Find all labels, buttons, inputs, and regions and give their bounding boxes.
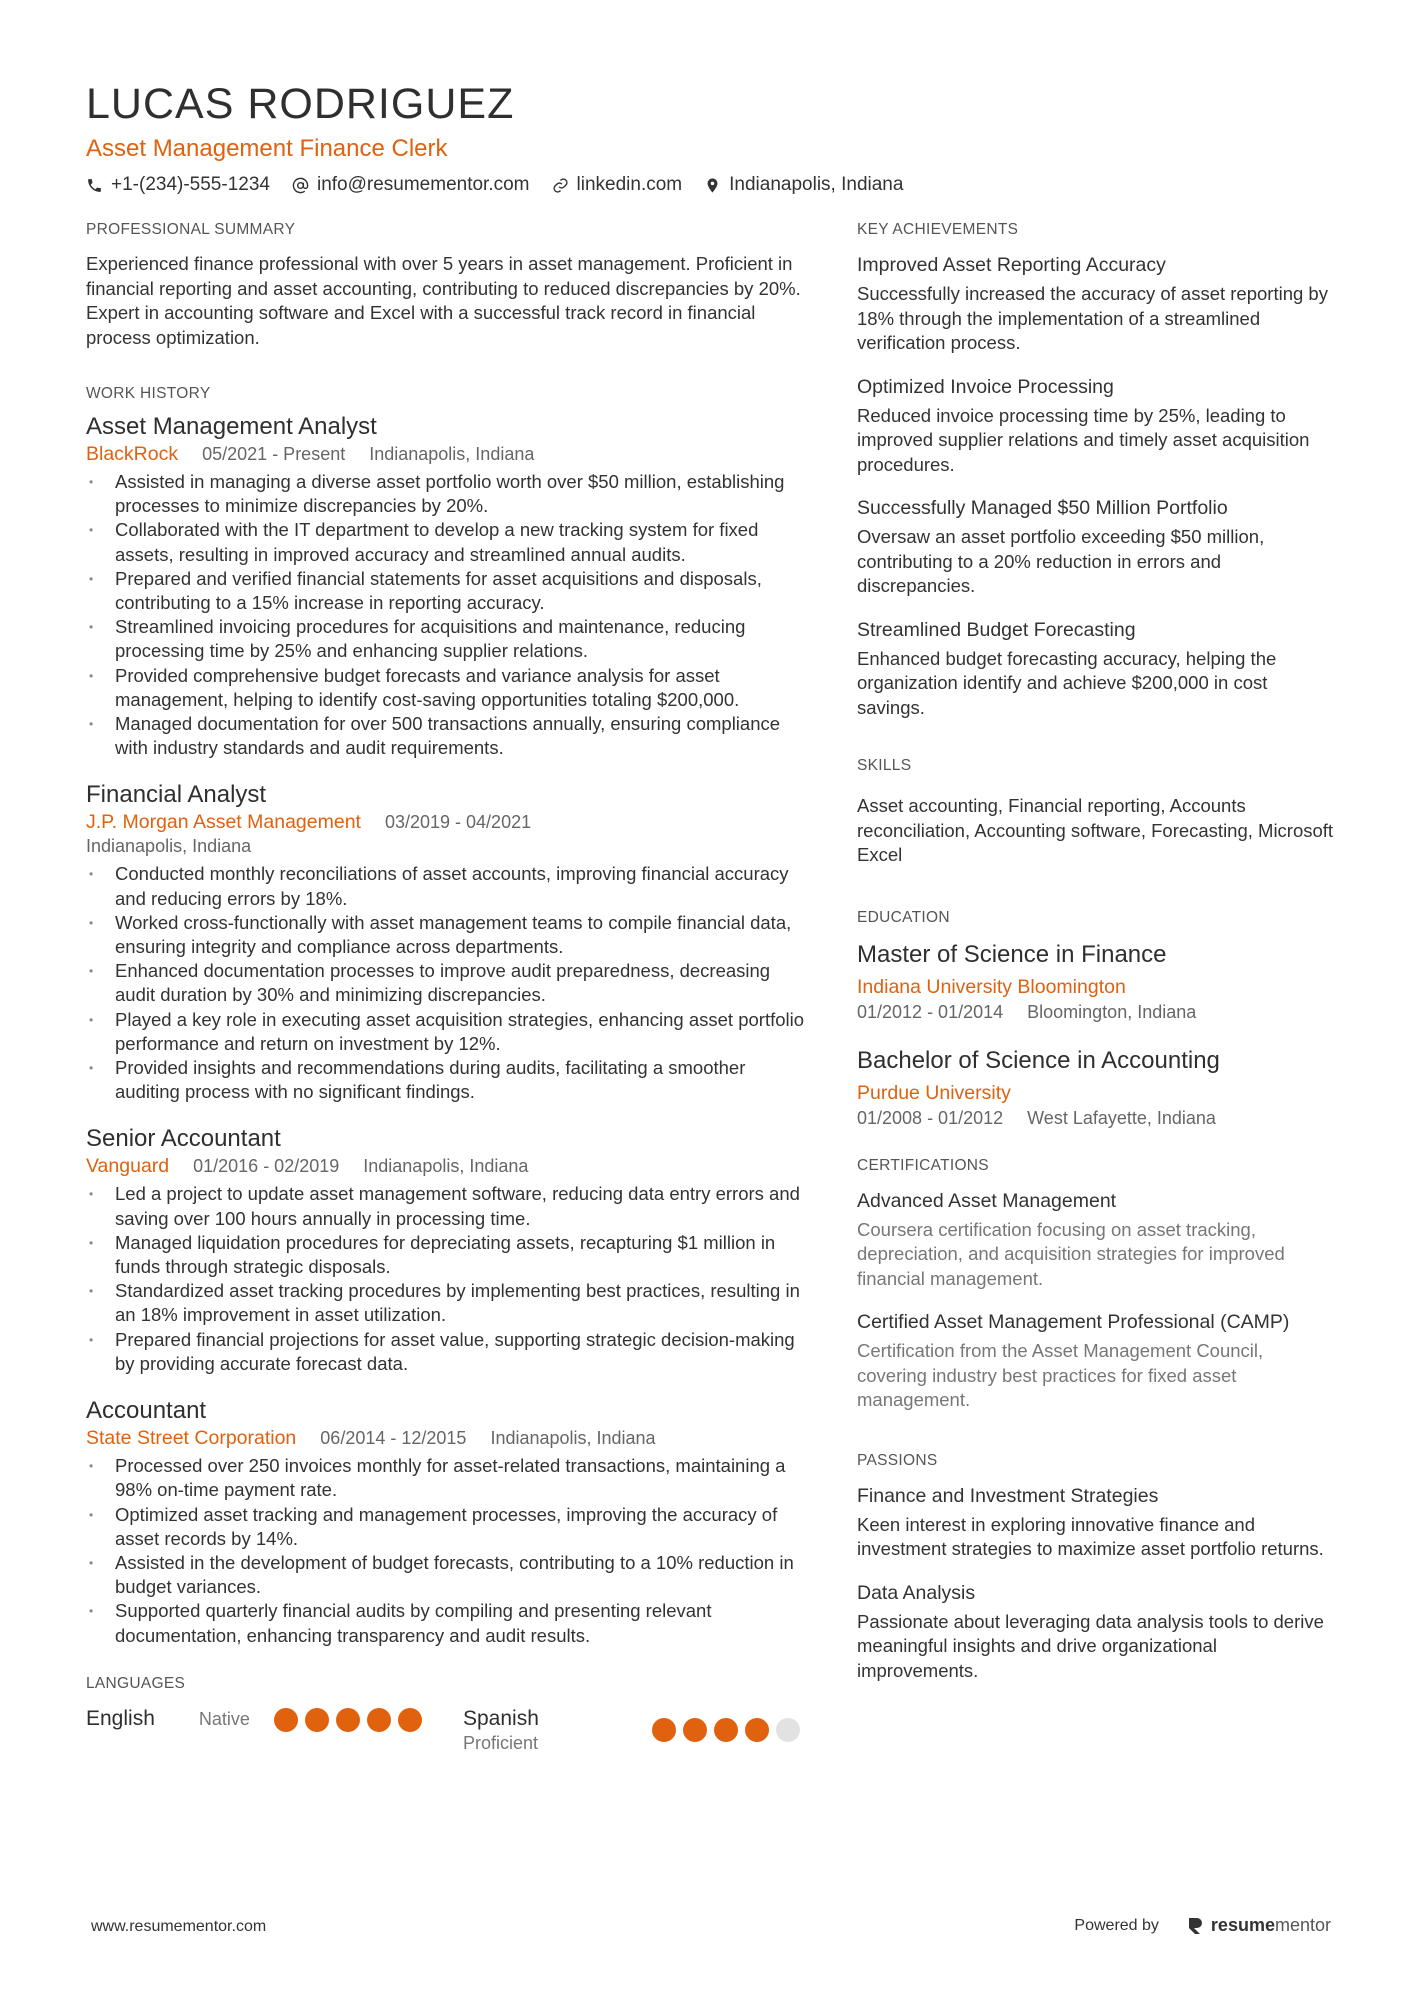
work-history-section xyxy=(86,384,806,1648)
achievement-title: Improved Asset Reporting Accuracy xyxy=(857,254,1166,276)
resume-header xyxy=(86,78,1326,198)
passion-title: Data Analysis xyxy=(857,1581,976,1604)
achievements-heading: KEY ACHIEVEMENTS xyxy=(857,221,1019,238)
passions-heading: PASSIONS xyxy=(857,1451,938,1469)
language-rating-english xyxy=(274,1708,429,1732)
job-bullet: • Assisted in the development of budget forecasts, contributing to a 10% reduction in budget variances. xyxy=(86,1551,806,1599)
skills-heading: SKILLS xyxy=(857,757,912,774)
job-bullet: • Led a project to update asset management software, reducing data entry errors and saving over 100 hours annually in processing time. xyxy=(86,1182,806,1230)
language-level: Native xyxy=(198,1708,250,1729)
contact-phone[interactable] xyxy=(86,172,270,198)
certification-desc: Certification from the Asset Management Council, covering industry best practices for fixed asset management. xyxy=(857,1340,1264,1410)
education-section xyxy=(857,908,1337,1130)
certifications-heading: CERTIFICATIONS xyxy=(857,1156,989,1174)
certification-title: Certified Asset Management Professional (CAMP) xyxy=(857,1311,1290,1333)
job-meta xyxy=(86,810,806,834)
education-heading: EDUCATION xyxy=(857,908,950,926)
resumementor-logo-icon xyxy=(1187,1916,1205,1936)
job-meta xyxy=(86,1154,806,1178)
brand-logo[interactable] xyxy=(1187,1915,1331,1936)
rating-dot-filled xyxy=(274,1708,298,1732)
job-meta xyxy=(86,1426,806,1450)
job-bullet: • Prepared financial projections for asset value, supporting strategic decision-making by providing accurate forecast data. xyxy=(86,1328,806,1376)
job-bullet: • Processed over 250 invoices monthly for asset-related transactions, maintaining a 98% on-time payment rate. xyxy=(86,1454,806,1502)
job-bullets xyxy=(86,1182,806,1376)
footer-website[interactable]: www.resumementor.com xyxy=(91,1918,267,1935)
rating-dot-filled xyxy=(367,1708,391,1732)
footer-brand xyxy=(1074,1915,1331,1936)
job-bullet: • Managed documentation for over 500 transactions annually, ensuring compliance with industry standards and audit requirements. xyxy=(86,712,806,760)
summary-text: Experienced finance professional with over 5 years in asset management. Proficient in financial reporting and asset accounting, contributing to reduced discrepancies by 20%. Expert in accounting software and Excel with a successful track record in financial process optimization. xyxy=(86,253,801,348)
education-dates: 01/2012 - 01/2014 xyxy=(857,1001,1004,1022)
job-location: Indianapolis, Indiana xyxy=(86,836,252,857)
language-name: English xyxy=(86,1706,155,1730)
rating-dot-filled xyxy=(305,1708,329,1732)
achievements-section xyxy=(857,220,1337,720)
location-pin-icon xyxy=(704,177,721,194)
job-bullet: • Provided comprehensive budget forecasts and variance analysis for asset management, helping to identify cost-saving opportunities totaling $200,000. xyxy=(86,664,806,712)
contact-bar xyxy=(86,172,1326,198)
contact-location xyxy=(704,172,903,198)
job-dates: 05/2021 - Present xyxy=(202,444,346,464)
job-bullet: • Managed liquidation procedures for depreciating assets, recapturing $1 million in funds through strategic disposals. xyxy=(86,1231,806,1279)
achievement-title: Streamlined Budget Forecasting xyxy=(857,618,1136,641)
job-title: Accountant xyxy=(86,1397,207,1425)
education-item xyxy=(857,940,1337,1024)
job-entry xyxy=(86,412,806,760)
education-meta xyxy=(857,1106,1337,1130)
passion-desc: Keen interest in exploring innovative finance and investment strategies to maximize asset portfolio returns. xyxy=(857,1513,1324,1559)
certification-item xyxy=(857,1309,1337,1413)
rating-dot-empty xyxy=(776,1718,800,1742)
language-level: Proficient xyxy=(463,1732,539,1753)
work-history-heading: WORK HISTORY xyxy=(86,385,211,402)
phone-text: +1-(234)-555-1234 xyxy=(111,174,270,195)
education-location: West Lafayette, Indiana xyxy=(1027,1107,1216,1128)
summary-section xyxy=(86,220,806,350)
contact-linkedin[interactable] xyxy=(552,172,683,198)
job-bullets xyxy=(86,862,806,1104)
job-bullet: • Conducted monthly reconciliations of asset accounts, improving financial accuracy and reducing errors by 18%. xyxy=(86,862,806,910)
rating-dot-filled xyxy=(745,1718,769,1742)
language-rating-spanish xyxy=(652,1718,807,1742)
job-entry xyxy=(86,1124,806,1376)
job-company: J.P. Morgan Asset Management xyxy=(86,811,361,834)
languages-row xyxy=(86,1706,806,1766)
education-item xyxy=(857,1046,1337,1130)
email-text: info@resumementor.com xyxy=(316,174,530,195)
achievement-title: Optimized Invoice Processing xyxy=(857,375,1114,398)
education-meta xyxy=(857,1000,1337,1024)
education-school: Purdue University xyxy=(857,1081,1011,1104)
job-company: Vanguard xyxy=(86,1155,170,1178)
certifications-section xyxy=(857,1156,1337,1413)
achievement-desc: Oversaw an asset portfolio exceeding $50 million, contributing to a 20% reduction in errors and discrepancies. xyxy=(857,526,1265,596)
languages-section xyxy=(86,1674,806,1766)
education-dates: 01/2008 - 01/2012 xyxy=(857,1107,1004,1128)
job-company: BlackRock xyxy=(86,443,179,465)
job-bullet: • Provided insights and recommendations during audits, facilitating a smoother auditing process with no significant findings. xyxy=(86,1056,806,1104)
job-bullet: • Collaborated with the IT department to develop a new tracking system for fixed assets, resulting in improved accuracy and streamlined annual audits. xyxy=(86,518,806,566)
contact-email[interactable] xyxy=(292,172,530,198)
education-location: Bloomington, Indiana xyxy=(1027,1001,1197,1022)
job-location: Indianapolis, Indiana xyxy=(363,1156,529,1177)
job-location: Indianapolis, Indiana xyxy=(490,1428,656,1449)
linkedin-text: linkedin.com xyxy=(576,174,683,195)
location-text: Indianapolis, Indiana xyxy=(729,174,904,195)
job-title: Senior Accountant xyxy=(86,1125,281,1153)
achievement-desc: Successfully increased the accuracy of asset reporting by 18% through the implementation of a streamlined verification process. xyxy=(857,283,1328,353)
achievement-item xyxy=(857,495,1337,599)
job-bullet: • Enhanced documentation processes to improve audit preparedness, decreasing audit duration by 30% and minimizing discrepancies. xyxy=(86,959,806,1007)
job-bullet: • Worked cross-functionally with asset management teams to compile financial data, ensuring integrity and compliance across departments. xyxy=(86,911,806,959)
job-bullets xyxy=(86,470,806,760)
left-column xyxy=(86,220,806,1766)
job-dates: 06/2014 - 12/2015 xyxy=(320,1428,467,1449)
link-icon xyxy=(552,177,569,194)
job-bullet: • Played a key role in executing asset acquisition strategies, enhancing asset portfolio performance and return on investment by 12%. xyxy=(86,1008,806,1056)
job-entry xyxy=(86,780,806,1104)
job-meta xyxy=(86,442,806,466)
job-entry xyxy=(86,1396,806,1648)
rating-dot-filled xyxy=(652,1718,676,1742)
job-bullet: • Standardized asset tracking procedures by implementing best practices, resulting in an 18% improvement in asset utilization. xyxy=(86,1279,806,1327)
achievement-item xyxy=(857,617,1337,721)
job-bullet: • Assisted in managing a diverse asset portfolio worth over $50 million, establishing processes to minimize discrepancies by 20%. xyxy=(86,470,806,518)
brand-name-bold: resume xyxy=(1210,1915,1275,1935)
language-spanish xyxy=(463,1706,539,1754)
certification-desc: Coursera certification focusing on asset tracking, depreciation, and acquisition strategies for improved financial management. xyxy=(857,1218,1285,1289)
achievement-desc: Reduced invoice processing time by 25%, leading to improved supplier relations and timely asset acquisition procedures. xyxy=(857,404,1310,475)
job-bullet: • Supported quarterly financial audits by compiling and presenting relevant documentation, enhancing transparency and audit results. xyxy=(86,1599,806,1647)
at-icon xyxy=(292,177,309,194)
candidate-name: LUCAS RODRIGUEZ xyxy=(86,80,515,128)
passions-section xyxy=(857,1451,1337,1684)
rating-dot-filled xyxy=(683,1718,707,1742)
right-column xyxy=(857,220,1337,1701)
education-degree: Master of Science in Finance xyxy=(857,940,1167,968)
languages-heading: LANGUAGES xyxy=(86,1674,186,1692)
summary-heading: PROFESSIONAL SUMMARY xyxy=(86,221,296,238)
phone-icon xyxy=(86,177,103,194)
certification-title: Advanced Asset Management xyxy=(857,1189,1117,1212)
passion-desc: Passionate about leveraging data analysis tools to derive meaningful insights and drive organizational improvements. xyxy=(857,1610,1324,1681)
rating-dot-filled xyxy=(714,1718,738,1742)
job-bullet: • Optimized asset tracking and management processes, improving the accuracy of asset records by 14%. xyxy=(86,1503,806,1551)
job-bullet: • Prepared and verified financial statements for asset acquisitions and disposals, contributing to a 15% increase in reporting accuracy. xyxy=(86,567,806,615)
achievement-desc: Enhanced budget forecasting accuracy, helping the organization identify and achieve $200,000 in cost savings. xyxy=(857,647,1277,718)
powered-by-text: Powered by xyxy=(1074,1916,1159,1934)
passion-item xyxy=(857,1483,1337,1562)
certification-item xyxy=(857,1188,1337,1292)
skills-section xyxy=(857,756,1337,868)
language-english xyxy=(86,1706,250,1732)
skills-text: Asset accounting, Financial reporting, Accounts reconciliation, Accounting software, Forecasting, Microsoft Excel xyxy=(857,795,1334,865)
achievement-title: Successfully Managed $50 Million Portfolio xyxy=(857,497,1228,519)
job-title: Asset Management Analyst xyxy=(86,413,377,440)
job-dates: 03/2019 - 04/2021 xyxy=(384,812,532,833)
brand-name-light: mentor xyxy=(1274,1915,1331,1935)
passion-title: Finance and Investment Strategies xyxy=(857,1484,1159,1507)
rating-dot-filled xyxy=(398,1708,422,1732)
rating-dot-filled xyxy=(336,1708,360,1732)
education-degree: Bachelor of Science in Accounting xyxy=(857,1046,1220,1074)
job-company: State Street Corporation xyxy=(86,1427,297,1450)
candidate-role: Asset Management Finance Clerk xyxy=(86,135,448,162)
job-bullet: • Streamlined invoicing procedures for acquisitions and maintenance, reducing processing time by 25% and enhancing supplier relations. xyxy=(86,615,806,663)
passion-item xyxy=(857,1580,1337,1684)
language-name: Spanish xyxy=(463,1706,539,1730)
achievement-item xyxy=(857,374,1337,478)
achievement-item xyxy=(857,252,1337,356)
education-school: Indiana University Bloomington xyxy=(857,975,1126,998)
job-location: Indianapolis, Indiana xyxy=(369,444,535,464)
job-bullets xyxy=(86,1454,806,1648)
job-dates: 01/2016 - 02/2019 xyxy=(193,1156,340,1177)
job-title: Financial Analyst xyxy=(86,781,267,809)
